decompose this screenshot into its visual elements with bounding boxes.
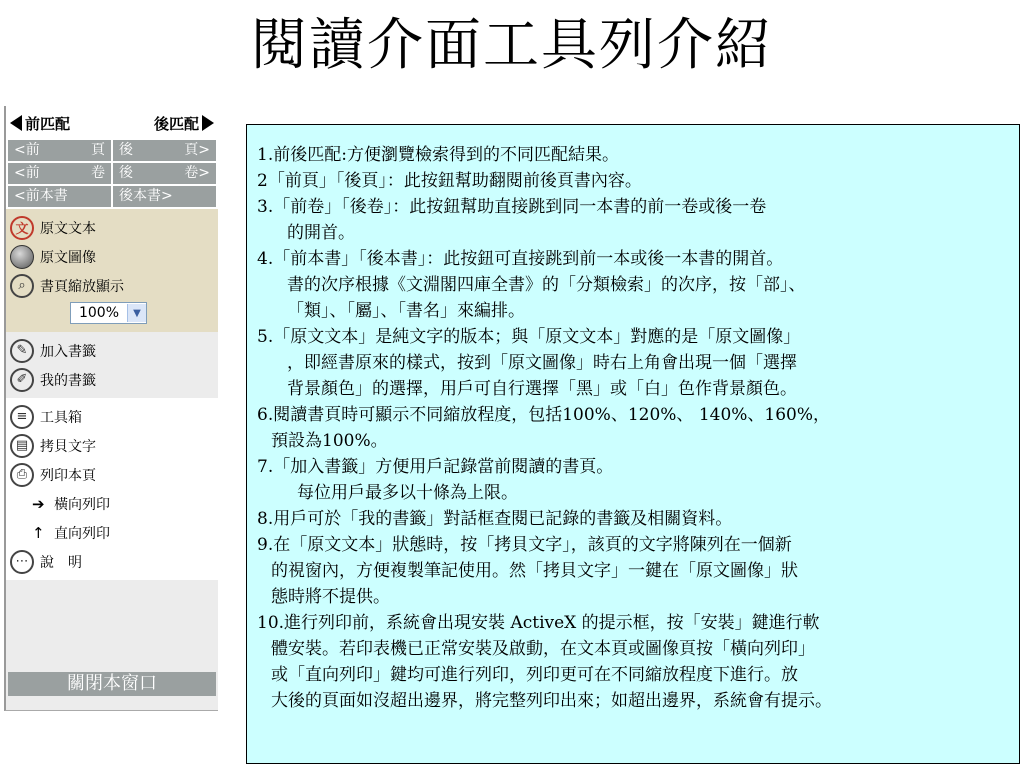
desc-line-4: 的開首。: [287, 223, 355, 243]
nav-grid: [6, 140, 218, 209]
match-row: [6, 106, 218, 140]
original-image-label: 原文圖像: [40, 249, 96, 266]
help-icon: ⋯: [10, 550, 34, 574]
left-triangle-icon: [10, 115, 22, 131]
next-match-label: 後匹配: [153, 114, 199, 133]
landscape-print-button[interactable]: [8, 489, 216, 518]
desc-line-14: 每位用戶最多以十條為上限。: [297, 483, 518, 503]
add-bookmark-label: 加入書籤: [40, 343, 96, 360]
add-bookmark-button[interactable]: [8, 336, 216, 365]
desc-line-11: 6.閱讀書頁時可顯示不同縮放程度，包括100%、120%、 140%、160%，: [257, 405, 831, 425]
desc-line-15: 8.用戶可於「我的書籤」對話框查閱已記錄的書籤及相關資料。: [257, 509, 733, 529]
arrow-right-icon: ➔: [32, 494, 45, 513]
copy-text-button[interactable]: [8, 431, 216, 460]
view-section: [6, 209, 218, 332]
next-volume-label-a: 後: [119, 165, 133, 181]
right-triangle-icon: [202, 115, 214, 131]
my-bookmarks-label: 我的書籤: [40, 372, 96, 389]
desc-line-1: 1.前後匹配:方便瀏覽檢索得到的不同匹配結果。: [257, 145, 619, 165]
original-text-label: 原文文本: [40, 220, 96, 237]
prev-volume-label-a: <前: [14, 165, 40, 181]
description-box: [246, 124, 1020, 764]
portrait-print-label: 直向列印: [54, 525, 110, 542]
desc-line-9: ，即經書原來的樣式，按到「原文圖像」時右上角會出現一個「選擇: [287, 353, 797, 373]
next-book-button[interactable]: [113, 186, 216, 207]
desc-line-17: 的視窗內，方便複製筆記使用。然「拷貝文字」一鍵在「原文圖像」狀: [271, 561, 798, 581]
next-page-label-b: 頁>: [184, 142, 210, 158]
copy-text-label: 拷貝文字: [40, 438, 96, 455]
original-text-button[interactable]: [8, 213, 216, 242]
bookmark-list-icon: ✐: [10, 368, 34, 392]
desc-line-22: 大後的頁面如沒超出邊界，將完整列印出來；如超出邊界，系統會有提示。: [271, 691, 832, 711]
printer-icon: ⎙: [10, 463, 34, 487]
help-label: 說 明: [40, 554, 82, 571]
toolbox-icon: ≡: [10, 405, 34, 429]
prev-match-button[interactable]: [10, 113, 70, 134]
text-icon: 文: [10, 216, 34, 240]
desc-line-7: 「類」、「屬」、「書名」來編排。: [287, 301, 525, 321]
my-bookmarks-button[interactable]: [8, 365, 216, 394]
toolbox-item[interactable]: [8, 402, 216, 431]
page-title: 閱讀介面工具列介紹: [251, 13, 773, 78]
arrow-up-icon: ↑: [32, 523, 45, 542]
print-page-label: 列印本頁: [40, 467, 96, 484]
next-page-button[interactable]: [113, 140, 216, 161]
magnifier-icon: ⌕: [10, 274, 34, 298]
zoom-display-item: [8, 271, 216, 300]
landscape-print-label: 橫向列印: [54, 496, 110, 513]
print-page-button[interactable]: [8, 460, 216, 489]
tools-section: [6, 398, 218, 580]
desc-line-21: 或「直向列印」鍵均可進行列印，列印更可在不同縮放程度下進行。放: [271, 665, 798, 685]
original-image-button[interactable]: [8, 242, 216, 271]
next-book-label: 後本書>: [119, 188, 173, 204]
desc-line-16: 9.在「原文文本」狀態時，按「拷貝文字」，該頁的文字將陳列在一個新: [257, 535, 792, 555]
prev-volume-label-b: 卷: [91, 165, 105, 181]
bookmark-add-icon: ✎: [10, 339, 34, 363]
portrait-print-button[interactable]: [8, 518, 216, 547]
next-volume-label-b: 卷>: [184, 165, 210, 181]
prev-page-label-b: 頁: [91, 142, 105, 158]
prev-volume-button[interactable]: [8, 163, 111, 184]
zoom-label: 書頁縮放顯示: [40, 278, 124, 295]
next-page-label-a: 後: [119, 142, 133, 158]
desc-line-18: 態時將不提供。: [271, 587, 390, 607]
zoom-value: 100%: [78, 305, 120, 321]
desc-line-20: 體安裝。若印表機已正常安裝及啟動，在文本頁或圖像頁按「橫向列印」: [271, 639, 815, 659]
next-volume-button[interactable]: [113, 163, 216, 184]
desc-line-10: 背景顏色」的選擇，用戶可自行選擇「黑」或「白」色作背景顏色。: [287, 379, 797, 399]
desc-line-5: 4.「前本書」「後本書」：此按鈕可直接跳到前一本或後一本書的開首。: [257, 249, 784, 269]
globe-icon: [10, 245, 34, 269]
zoom-select[interactable]: [70, 302, 147, 324]
desc-line-2: 2「前頁」「後頁」：此按鈕幫助翻閱前後頁書內容。: [257, 171, 642, 191]
prev-match-label: 前匹配: [25, 114, 71, 133]
prev-page-label-a: <前: [14, 142, 40, 158]
prev-page-button[interactable]: [8, 140, 111, 161]
close-window-button[interactable]: 關閉本窗口: [8, 672, 216, 696]
next-match-button[interactable]: [154, 113, 214, 134]
help-button[interactable]: [8, 547, 216, 576]
desc-line-6: 書的次序根據《文淵閣四庫全書》的「分類檢索」的次序，按「部」、: [287, 275, 806, 295]
desc-line-19: 10.進行列印前，系統會出現安裝 ActiveX 的提示框，按「安裝」鍵進行軟: [257, 613, 820, 633]
copy-icon: ▤: [10, 434, 34, 458]
prev-book-button[interactable]: [8, 186, 111, 207]
bookmark-section: [6, 332, 218, 398]
desc-line-12: 預設為100%。: [271, 431, 388, 451]
toolbox-label: 工具箱: [40, 409, 82, 426]
toolbar-panel: [4, 106, 218, 711]
desc-line-13: 7.「加入書籤」方便用戶記錄當前閱讀的書頁。: [257, 457, 614, 477]
desc-line-3: 3.「前卷」「後卷」：此按鈕幫助直接跳到同一本書的前一卷或後一卷: [257, 197, 767, 217]
desc-line-8: 5.「原文文本」是純文字的版本；與「原文文本」對應的是「原文圖像」: [257, 327, 801, 347]
chevron-down-icon[interactable]: ▼: [127, 304, 146, 322]
prev-book-label: <前本書: [14, 188, 68, 204]
